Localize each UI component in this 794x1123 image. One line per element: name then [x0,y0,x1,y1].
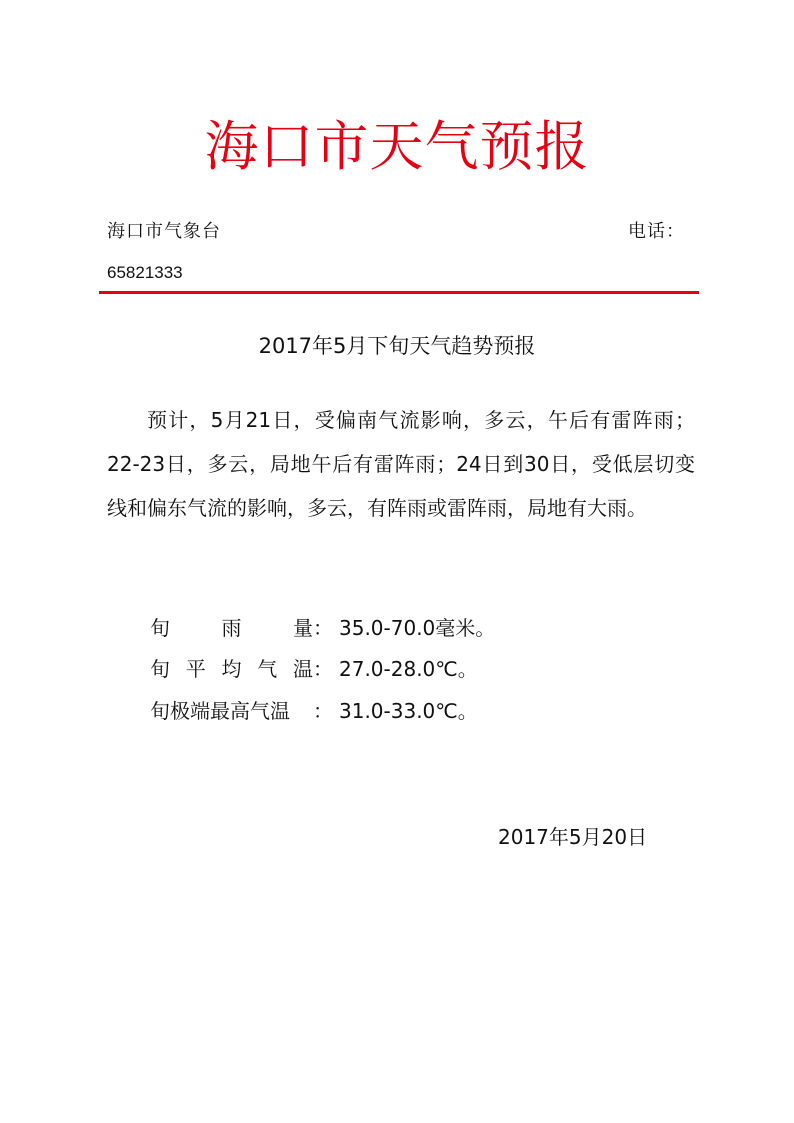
forecast-subtitle: 2017年5月下旬天气趋势预报 [258,334,536,358]
forecast-paragraph: 预计，5月21日，受偏南气流影响，多云，午后有雷阵雨；22-23日，多云，局地午后有雷阵雨；24日到30日，受低层切变线和偏东气流的影响，多云，有阵雨或雷阵雨，局地有大雨。 [107,408,695,520]
document-title: 海口市天气预报 [204,115,590,178]
organization-name: 海口市气象台 [107,221,221,242]
stat-colon: ： [313,699,333,723]
stat-label-char: 量 [293,616,313,640]
stat-value: 35.0-70.0毫米。 [339,616,496,640]
stat-label-char: 旬 [150,657,170,681]
stat-label-char: 平 [185,657,206,681]
phone-number: 65821333 [107,263,183,282]
stat-label-char: 温 [293,657,313,681]
stat-label [150,613,313,643]
stat-label-char: 旬 [150,616,170,640]
stat-label-char: 均 [221,657,242,681]
stat-colon: ： [313,657,333,681]
stat-colon: ： [313,616,333,640]
phone-label: 电话： [628,221,685,242]
stat-value: 31.0-33.0℃。 [339,699,478,723]
stat-label-char: 雨 [221,616,242,640]
stat-value: 27.0-28.0℃。 [339,657,478,681]
issue-date: 2017年5月20日 [498,825,648,849]
stat-label: 旬极端最高气温 [150,699,290,723]
stat-label-char: 气 [257,657,278,681]
stat-label [150,654,313,684]
header-divider [99,291,699,294]
